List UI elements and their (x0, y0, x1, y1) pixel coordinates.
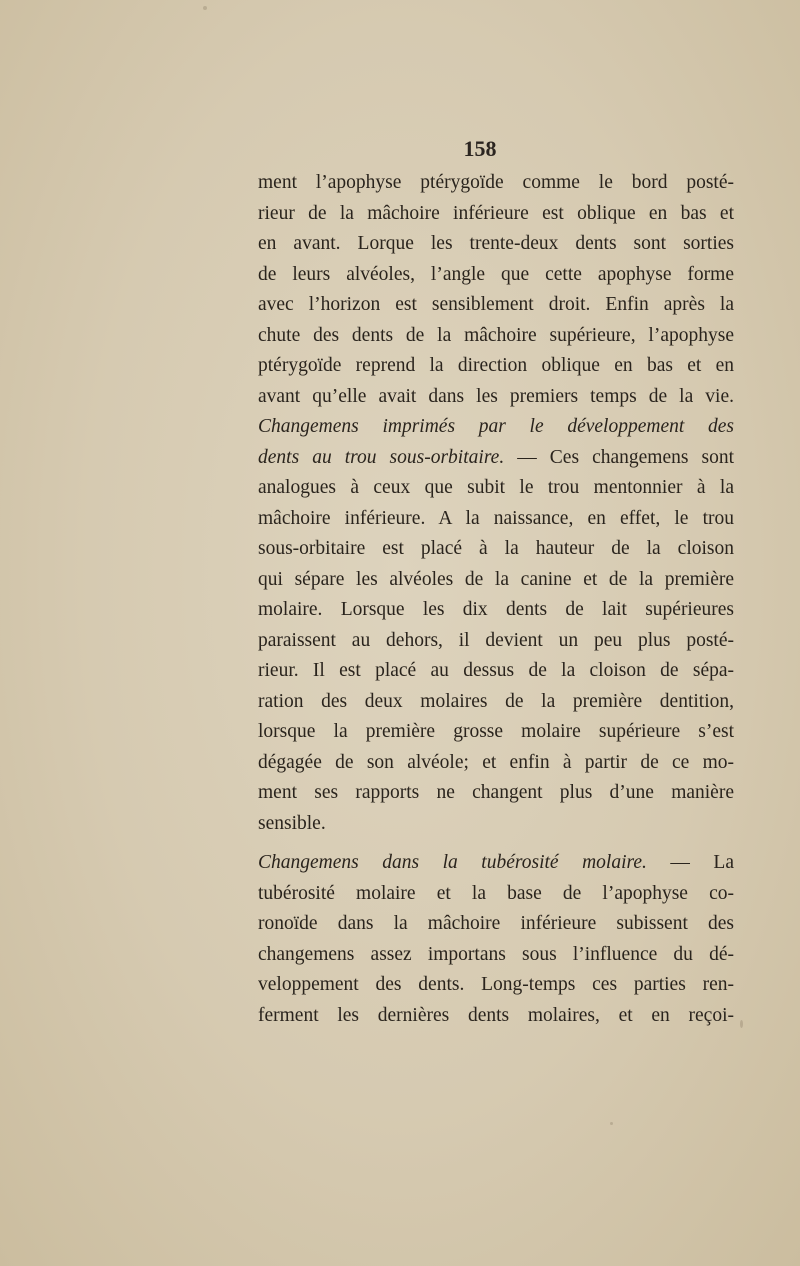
text-line: analogues à ceux que subit le trou mentonnier à la (258, 477, 734, 498)
text-fragment: — Ces changemens sont (504, 446, 734, 468)
section-heading: Changemens dans la tubérosité molaire. (258, 852, 647, 873)
text-line: qui sépare les alvéoles de la canine et de la première (258, 568, 734, 590)
text-line: mâchoire inférieure. A la naissance, en effet, le trou (258, 507, 734, 529)
text-line: changemens assez importans sous l’influence du dé- (258, 943, 734, 965)
text-line: dégagée de son alvéole; et enfin à partir de ce mo- (258, 751, 734, 773)
text-line: ment l’apophyse ptérygoïde comme le bord posté- (258, 172, 734, 193)
text-line: rieur de la mâchoire inférieure est oblique en bas et (258, 202, 734, 224)
text-line: veloppement des dents. Long-temps ces parties ren- (258, 974, 734, 995)
body-text (258, 168, 734, 1031)
section-heading: Changemens imprimés par le développement des (258, 416, 734, 437)
paper-speck (203, 6, 207, 10)
text-line: de leurs alvéoles, l’angle que cette apophyse forme (258, 263, 734, 285)
text-line: avec l’horizon est sensiblement droit. Enfin après la (258, 294, 734, 315)
text-line (258, 443, 734, 474)
text-line: en avant. Lorque les trente-deux dents sont sorties (258, 233, 734, 254)
paragraph-3 (258, 848, 734, 1031)
text-line: sensible. (258, 812, 326, 834)
text-line: tubérosité molaire et la base de l’apophyse co- (258, 882, 734, 904)
text-line: ment ses rapports ne changent plus d’une manière (258, 782, 734, 803)
text-line: ptérygoïde reprend la direction oblique en bas et en (258, 355, 734, 376)
paragraph-1 (258, 168, 734, 412)
paragraph-gap (258, 839, 734, 848)
text-line: ferment les dernières dents molaires, et en reçoi- (258, 1004, 734, 1026)
text-line: lorsque la première grosse molaire supérieure s’est (258, 721, 734, 742)
text-line: chute des dents de la mâchoire supérieure, l’apophyse (258, 324, 734, 346)
text-line: paraissent au dehors, il devient un peu plus posté- (258, 629, 734, 651)
paper-speck (740, 1020, 743, 1028)
text-line: avant qu’elle avait dans les premiers temps de la vie. (258, 385, 734, 407)
text-fragment: — La (646, 852, 734, 873)
section-heading-continued: dents au trou sous-orbitaire. (258, 446, 505, 468)
paper-speck (610, 1122, 613, 1125)
paragraph-2 (258, 412, 734, 839)
text-line: sous-orbitaire est placé à la hauteur de la cloison (258, 538, 734, 559)
text-line: ration des deux molaires de la première dentition, (258, 690, 734, 712)
text-line (258, 848, 734, 879)
text-line: molaire. Lorsque les dix dents de lait supérieures (258, 599, 734, 620)
text-line: ronoïde dans la mâchoire inférieure subissent des (258, 913, 734, 934)
page-number: 158 (463, 136, 497, 161)
text-line: rieur. Il est placé au dessus de la cloison de sépa- (258, 660, 734, 681)
